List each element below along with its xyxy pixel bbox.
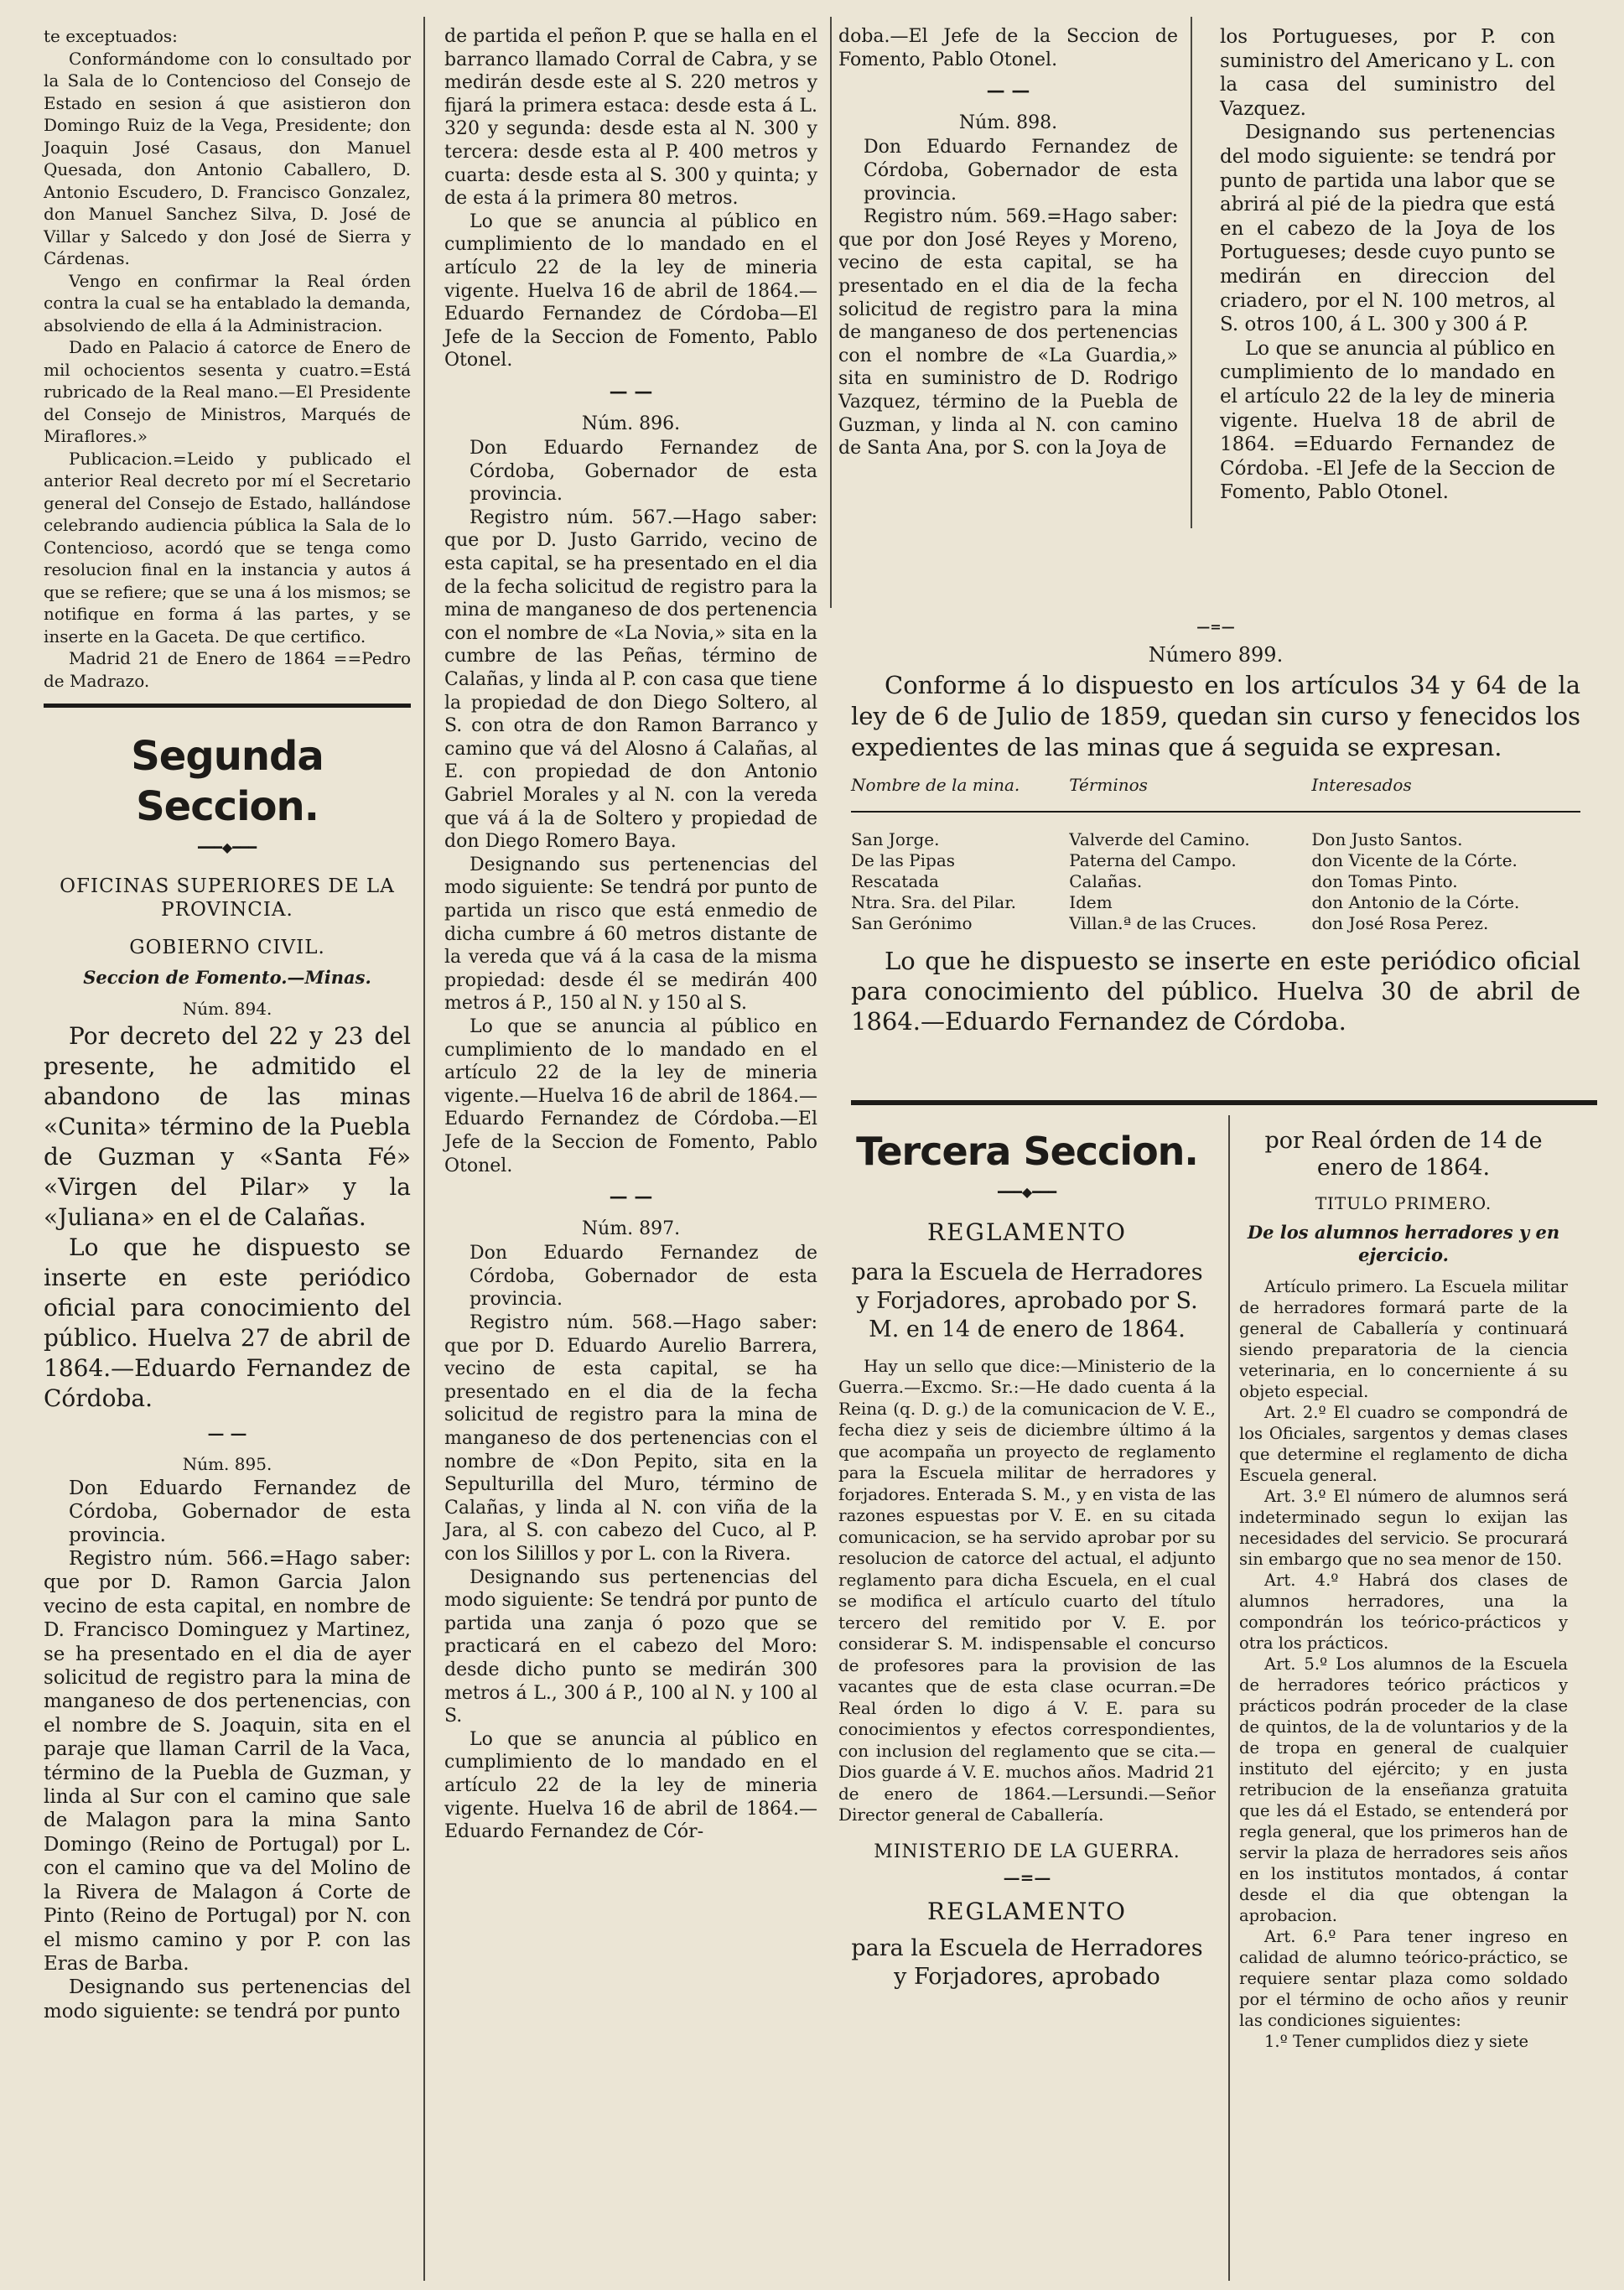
paragraph: Designando sus pertenencias del modo siguiente: Se tendrá por punto de partida una zanja ó pozo que se practicará en el cabezo del Moro: desde dicho punto se medirán 300 metros á L., 300 á P., 100 al N. y 100 al S. — [444, 1566, 817, 1727]
office-heading: OFICINAS SUPERIORES DE LA PROVINCIA. — [60, 875, 395, 921]
paragraph: Registro núm. 567.—Hago saber: que por D. Justo Garrido, vecino de esta capital, se ha presentado en el dia de la fecha solicitud de registro para la mina de manganeso de dos pertenencia con el nombre de «La Novia,» sita en la cumbre de las Peñas, término de Calañas, y linda al P. con casa que tiene la propiedad de don Diego Soltero, al S. con otra de don Ramon Barranco y camino que vá del Alosno á Calañas, al E. con propiedad de don Antonio Gabriel Morales y al N. con la vereda que vá á la de Soltero y propiedad de don Diego Romero Baya. — [444, 506, 817, 853]
rules-subheading: para la Escuela de Herradores y Forjadores, aprobado — [851, 1934, 1203, 1990]
paragraph: doba.—El Jefe de la Seccion de Fomento, Pablo Otonel. — [838, 26, 1178, 70]
item-number: Núm. 897. — [581, 1218, 681, 1239]
paragraph: Lo que se anuncia al público en cumplimiento de lo mandado en el artículo 22 de la ley de mineria vigente. Huelva 16 de abril de 1864.—Eduardo Fernandez de Córdoba—El Jefe de la Seccion de Fomento, Pablo Otonel. — [444, 210, 817, 371]
paragraph: Registro núm. 568.—Hago saber: que por D. Eduardo Aurelio Barrera, vecino de esta capital, se ha presentado en el dia de la fecha solicitud de registro para la mina de manganeso de dos pertenencias con el nombre de «Don Pepito, sita en la Sepulturilla del Muro, término de Calañas, y linda al N. con viña de la Jara, al S. con cabezo del Cuco, al P. con los Silillos y por L. con la Rivera. — [444, 1312, 817, 1565]
paragraph: Designando sus pertenencias del modo siguiente: se tendrá por punto de partida una labor que se abrirá al pié de la piedra que está en el cabezo de la Joya de los Portugueses; desde cuyo punto se medirán en direccion del criadero, por el N. 100 metros, al S. otros 100, á L. 300 y 300 á P. — [1220, 122, 1555, 336]
table-cell: San Gerónimo — [851, 913, 973, 933]
paragraph: Lo que se anuncia al público en cumplimiento de lo mandado en el artículo 22 de la ley de mineria vigente.—Huelva 16 de abril de 1864.—Eduardo Fernandez de Córdoba.—El Jefe de la Seccion de Fomento, Pablo Otonel. — [444, 1015, 817, 1176]
notice-899 — [851, 610, 1580, 1036]
item-number: Núm. 898. — [958, 112, 1058, 133]
heading-text: Don Eduardo Fernandez de Córdoba, Gobernador de esta provincia. — [470, 438, 817, 506]
column-3-top — [838, 25, 1178, 460]
table-cell: Rescatada — [851, 871, 939, 891]
heading-text: Don Eduardo Fernandez de Córdoba, Gobernador de esta provincia. — [470, 1243, 817, 1311]
article: Art. 3.º El número de alumnos será indeterminado segun lo exijan las necesidades del servicio. Se procurará sin embargo que no sea menor de 150. — [1239, 1487, 1568, 1569]
column-rule — [830, 17, 832, 608]
table-cell: don Vicente de la Córte. — [1311, 850, 1518, 870]
separator: —=— — [1196, 619, 1235, 635]
rules-subheading: para la Escuela de Herradores y Forjadores, aprobado por S. M. en 14 de enero de 1864. — [851, 1259, 1203, 1342]
ministry-heading: MINISTERIO DE LA GUERRA. — [874, 1841, 1180, 1862]
paragraph: Dado en Palacio á catorce de Enero de mil ochocientos sesenta y cuatro.=Está rubricado de la Real mano.—El Presidente del Consejo de Ministros, Marqués de Miraflores.» — [44, 337, 411, 446]
item-number: Núm. 896. — [581, 413, 681, 434]
paragraph: Conforme á lo dispuesto en los artículos 34 y 64 de la ley de 6 de Julio de 1859, quedan sin curso y fenecidos los expedientes de las minas que á seguida se expresan. — [851, 671, 1580, 761]
table-cell: don Tomas Pinto. — [1311, 871, 1458, 891]
title-heading: TITULO PRIMERO. — [1315, 1193, 1492, 1213]
table-cell: don Antonio de la Córte. — [1311, 892, 1520, 912]
article: Art. 4.º Habrá dos clases de alumnos herradores, una la compondrán los teórico-prácticos y otra los prácticos. — [1239, 1571, 1568, 1653]
paragraph: Registro núm. 566.=Hago saber: que por D. Ramon Garcia Jalon vecino de esta capital, en nombre de D. Francisco Dominguez y Martinez, se ha presentado en el dia de ayer solicitud de registro para la mina de manganeso de dos pertenencias, con el nombre de S. Joaquin, sita en el paraje que llaman Carril de la Vaca, término de la Puebla de Guzman, y linda al Sur con el camino que sale de Malagon para la mina Santo Domingo (Reino de Portugal) por L. con el camino que va del Molino de la Rivera de Malagon á Corte de Pinto (Reino de Portugal) por N. con el mismo camino y por P. con las Eras de Barba. — [44, 1548, 411, 1975]
table-cell: San Jorge. — [851, 829, 940, 849]
article: Art. 2.º El cuadro se compondrá de los Oficiales, sargentos y demas clases que determine el reglamento de dicha Escuela general. — [1239, 1403, 1568, 1485]
paragraph: Lo que he dispuesto se inserte en este periódico oficial para conocimiento del público. Huelva 30 de abril de 1864.—Eduardo Fernandez de Córdoba. — [851, 947, 1580, 1036]
column-4-bottom — [1239, 1128, 1568, 2052]
column-rule — [1191, 17, 1192, 528]
signature-line: Madrid 21 de Enero de 1864 ==Pedro de Madrazo. — [44, 648, 411, 691]
column-2 — [444, 25, 817, 1844]
heading-text: Don Eduardo Fernandez de Córdoba, Gobernador de esta provincia. — [864, 137, 1178, 205]
paragraph: Conformándome con lo consultado por la Sala de lo Contencioso del Consejo de Estado en sesion á que asistieron don Domingo Ruiz de la Vega, Presidente; don Joaquin José Casaus, don Manuel Quesada, don Antonio Caballero, D. Antonio Escudero, D. Francisco Gonzalez, don Manuel Sanchez Silva, D. José de Villar y Salcedo y don José de Sierra y Cárdenas. — [44, 48, 411, 268]
separator: — — — [986, 80, 1030, 102]
article-condition: 1.º Tener cumplidos diez y siete — [1264, 2032, 1529, 2051]
table-header-row — [851, 771, 1580, 812]
separator: — — — [609, 380, 653, 402]
separator: — — — [609, 1186, 653, 1208]
table-cell: Valverde del Camino. — [1069, 829, 1250, 849]
paragraph: Por decreto del 22 y 23 del presente, he admitido el abandono de las minas «Cunita» término de la Puebla de Guzman y «Santa Fé» «Virgen del Pilar» y la «Juliana» en el de Calañas. — [44, 1022, 411, 1231]
paragraph: de partida el peñon P. que se halla en el barranco llamado Corral de Cabra, y se medirán desde este al S. 220 metros y fijará la primera estaca: desde esta á L. 320 y segunda: desde esta al N. 300 y tercera: desde esta al P. 400 metros y cuarta: desde esta al S. 300 y quinta; y de esta á la primera 80 metros. — [444, 26, 817, 210]
ornament-divider: ━━━◆━━━ — [197, 839, 257, 855]
column-1 — [44, 25, 411, 2023]
item-number: Número 899. — [1148, 643, 1284, 667]
column-3-bottom — [838, 1128, 1216, 1991]
article: Art. 6.º Para tener ingreso en calidad de alumno teórico-práctico, se requiere sentar plaza como soldado por el término de ocho años y reunir las condiciones siguientes: — [1239, 1927, 1568, 2030]
mines-table — [851, 771, 1580, 934]
article: Art. 5.º Los alumnos de la Escuela de herradores teórico prácticos y prácticos podrán proceder de la clase de quintos, de la de voluntarios y de la de tropa en general de cualquier instituto del ejército; y en justa retribucion de la enseñanza gratuita que les dá el Estado, se entenderá por regla general, que los primeros han de servir la plaza de herradores seis años en los institutos montados, á contar desde el dia que obtengan la aprobacion. — [1239, 1654, 1568, 1925]
section-rule — [851, 1100, 1597, 1105]
chapter-heading: De los alumnos herradores y en ejercicio. — [1247, 1222, 1560, 1265]
section-title: Tercera Seccion. — [856, 1129, 1198, 1174]
rules-heading: REGLAMENTO — [927, 1218, 1127, 1246]
paragraph: Lo que he dispuesto se inserte en este periódico oficial para conocimiento del público. Huelva 27 de abril de 1864.—Eduardo Fernandez de Córdoba. — [44, 1233, 411, 1412]
column-header: Nombre de la mina. — [851, 771, 1069, 812]
rules-subheading: por Real órden de 14 de enero de 1864. — [1264, 1128, 1543, 1181]
table-cell: Calañas. — [1069, 871, 1143, 891]
paragraph: Designando sus pertenencias del modo siguiente: Se tendrá por punto de partida un risco que está enmedio de dicha cumbre á 60 metros distante de la vereda que vá á la casa de la misma propiedad: desde él se medirán 400 metros á P., 150 al N. y 150 al S. — [444, 854, 817, 1015]
paragraph: Hay un sello que dice:—Ministerio de la Guerra.—Excmo. Sr.:—He dado cuenta á la Reina (q. D. g.) de la comunicacion de V. E., fecha diez y seis de diciembre último á la que acompaña un proyecto de reglamento para la Escuela militar de herradores y forjadores. Enterada S. M., y en vista de las razones espuestas por V. E. en su citada comunicacion, se ha servido aprobar por su resolucion de catorce del actual, el adjunto reglamento para dicha Escuela, en el cual se modifica el artículo cuarto del título tercero del remitido por V. E. por considerar S. M. indispensable el concurso de profesores para la provision de las vacantes que de esta clase ocurran.=De Real órden lo digo á V. E. para su conocimientos y efectos correspondientes, con inclusion del reglamento que se cita.—Dios guarde á V. E. muchos años. Madrid 21 de enero de 1864.—Lersundi.—Señor Director general de Caballería. — [838, 1355, 1216, 1825]
table-cell: Paterna del Campo. — [1069, 850, 1237, 870]
heading-text: Don Eduardo Fernandez de Córdoba, Gobernador de esta provincia. — [69, 1477, 411, 1546]
table-cell: Villan.ª de las Cruces. — [1069, 913, 1257, 933]
item-number: Núm. 894. — [182, 998, 272, 1019]
separator: —=— — [1003, 1867, 1051, 1888]
section-rule — [44, 704, 411, 708]
separator: — — — [207, 1423, 247, 1443]
paragraph: los Portugueses, por P. con suministro del Americano y L. con la casa del suministro del Vazquez. — [1220, 26, 1555, 120]
paragraph: Registro núm. 569.=Hago saber: que por don José Reyes y Moreno, vecino de esta capital, se ha presentado en el dia de la fecha solicitud de registro para la mina de manganeso de dos pertenencias con el nombre de «La Guardia,» sita en suministro de D. Rodrigo Vazquez, término de la Puebla de Guzman, y linda al N. con camino de Santa Ana, por S. con la Joya de — [838, 206, 1178, 460]
ornament-divider: ━━━◆━━━ — [997, 1184, 1057, 1200]
text-fragment: te exceptuados: — [44, 26, 178, 46]
government-heading: GOBIERNO CIVIL. — [129, 936, 325, 958]
paragraph: Vengo en confirmar la Real órden contra la cual se ha entablado la demanda, absolviendo de ella á la Administracion. — [44, 270, 411, 335]
table-cell: De las Pipas — [851, 850, 956, 870]
table-cell: don José Rosa Perez. — [1311, 913, 1489, 933]
item-number: Núm. 895. — [182, 1453, 272, 1474]
paragraph: Designando sus pertenencias del modo siguiente: se tendrá por punto — [44, 1976, 411, 2023]
paragraph: Lo que se anuncia al público en cumplimiento de lo mandado en el artículo 22 de la ley de mineria vigente. Huelva 18 de abril de 1864. =Eduardo Fernandez de Córdoba. -El Jefe de la Seccion de Fomento, Pablo Otonel. — [1220, 337, 1555, 504]
column-4-top — [1220, 25, 1555, 505]
department-heading: Seccion de Fomento.—Minas. — [83, 967, 371, 988]
section-title: Segunda Seccion. — [131, 733, 324, 830]
column-header: Interesados — [1311, 771, 1580, 812]
table-cell: Ntra. Sra. del Pilar. — [851, 892, 1016, 912]
paragraph: Publicacion.=Leido y publicado el anterior Real decreto por mí el Secretario general del Consejo de Estado, hallándose celebrando audiencia pública la Sala de lo Contencioso, acordó que se tenga como resolucion final en la instancia y autos á que se refiere; que se una á los mismos; se notifique en forma á las partes, y se inserte en la Gaceta. De que certifico. — [44, 448, 411, 646]
paragraph: Lo que se anuncia al público en cumplimiento de lo mandado en el artículo 22 de la ley de mineria vigente. Huelva 16 de abril de 1864.—Eduardo Fernandez de Cór- — [444, 1728, 817, 1843]
table-cell: Don Justo Santos. — [1311, 829, 1463, 849]
article: Artículo primero. La Escuela militar de herradores formará parte de la general de Caballería y continuará siendo preparatoria de la ciencia veterinaria, en lo concerniente á su objeto especial. — [1239, 1277, 1568, 1401]
column-rule — [423, 17, 425, 2281]
column-rule — [1228, 1115, 1230, 2281]
column-header: Términos — [1069, 771, 1311, 812]
table-cell: Idem — [1069, 892, 1113, 912]
rules-heading: REGLAMENTO — [927, 1897, 1127, 1925]
